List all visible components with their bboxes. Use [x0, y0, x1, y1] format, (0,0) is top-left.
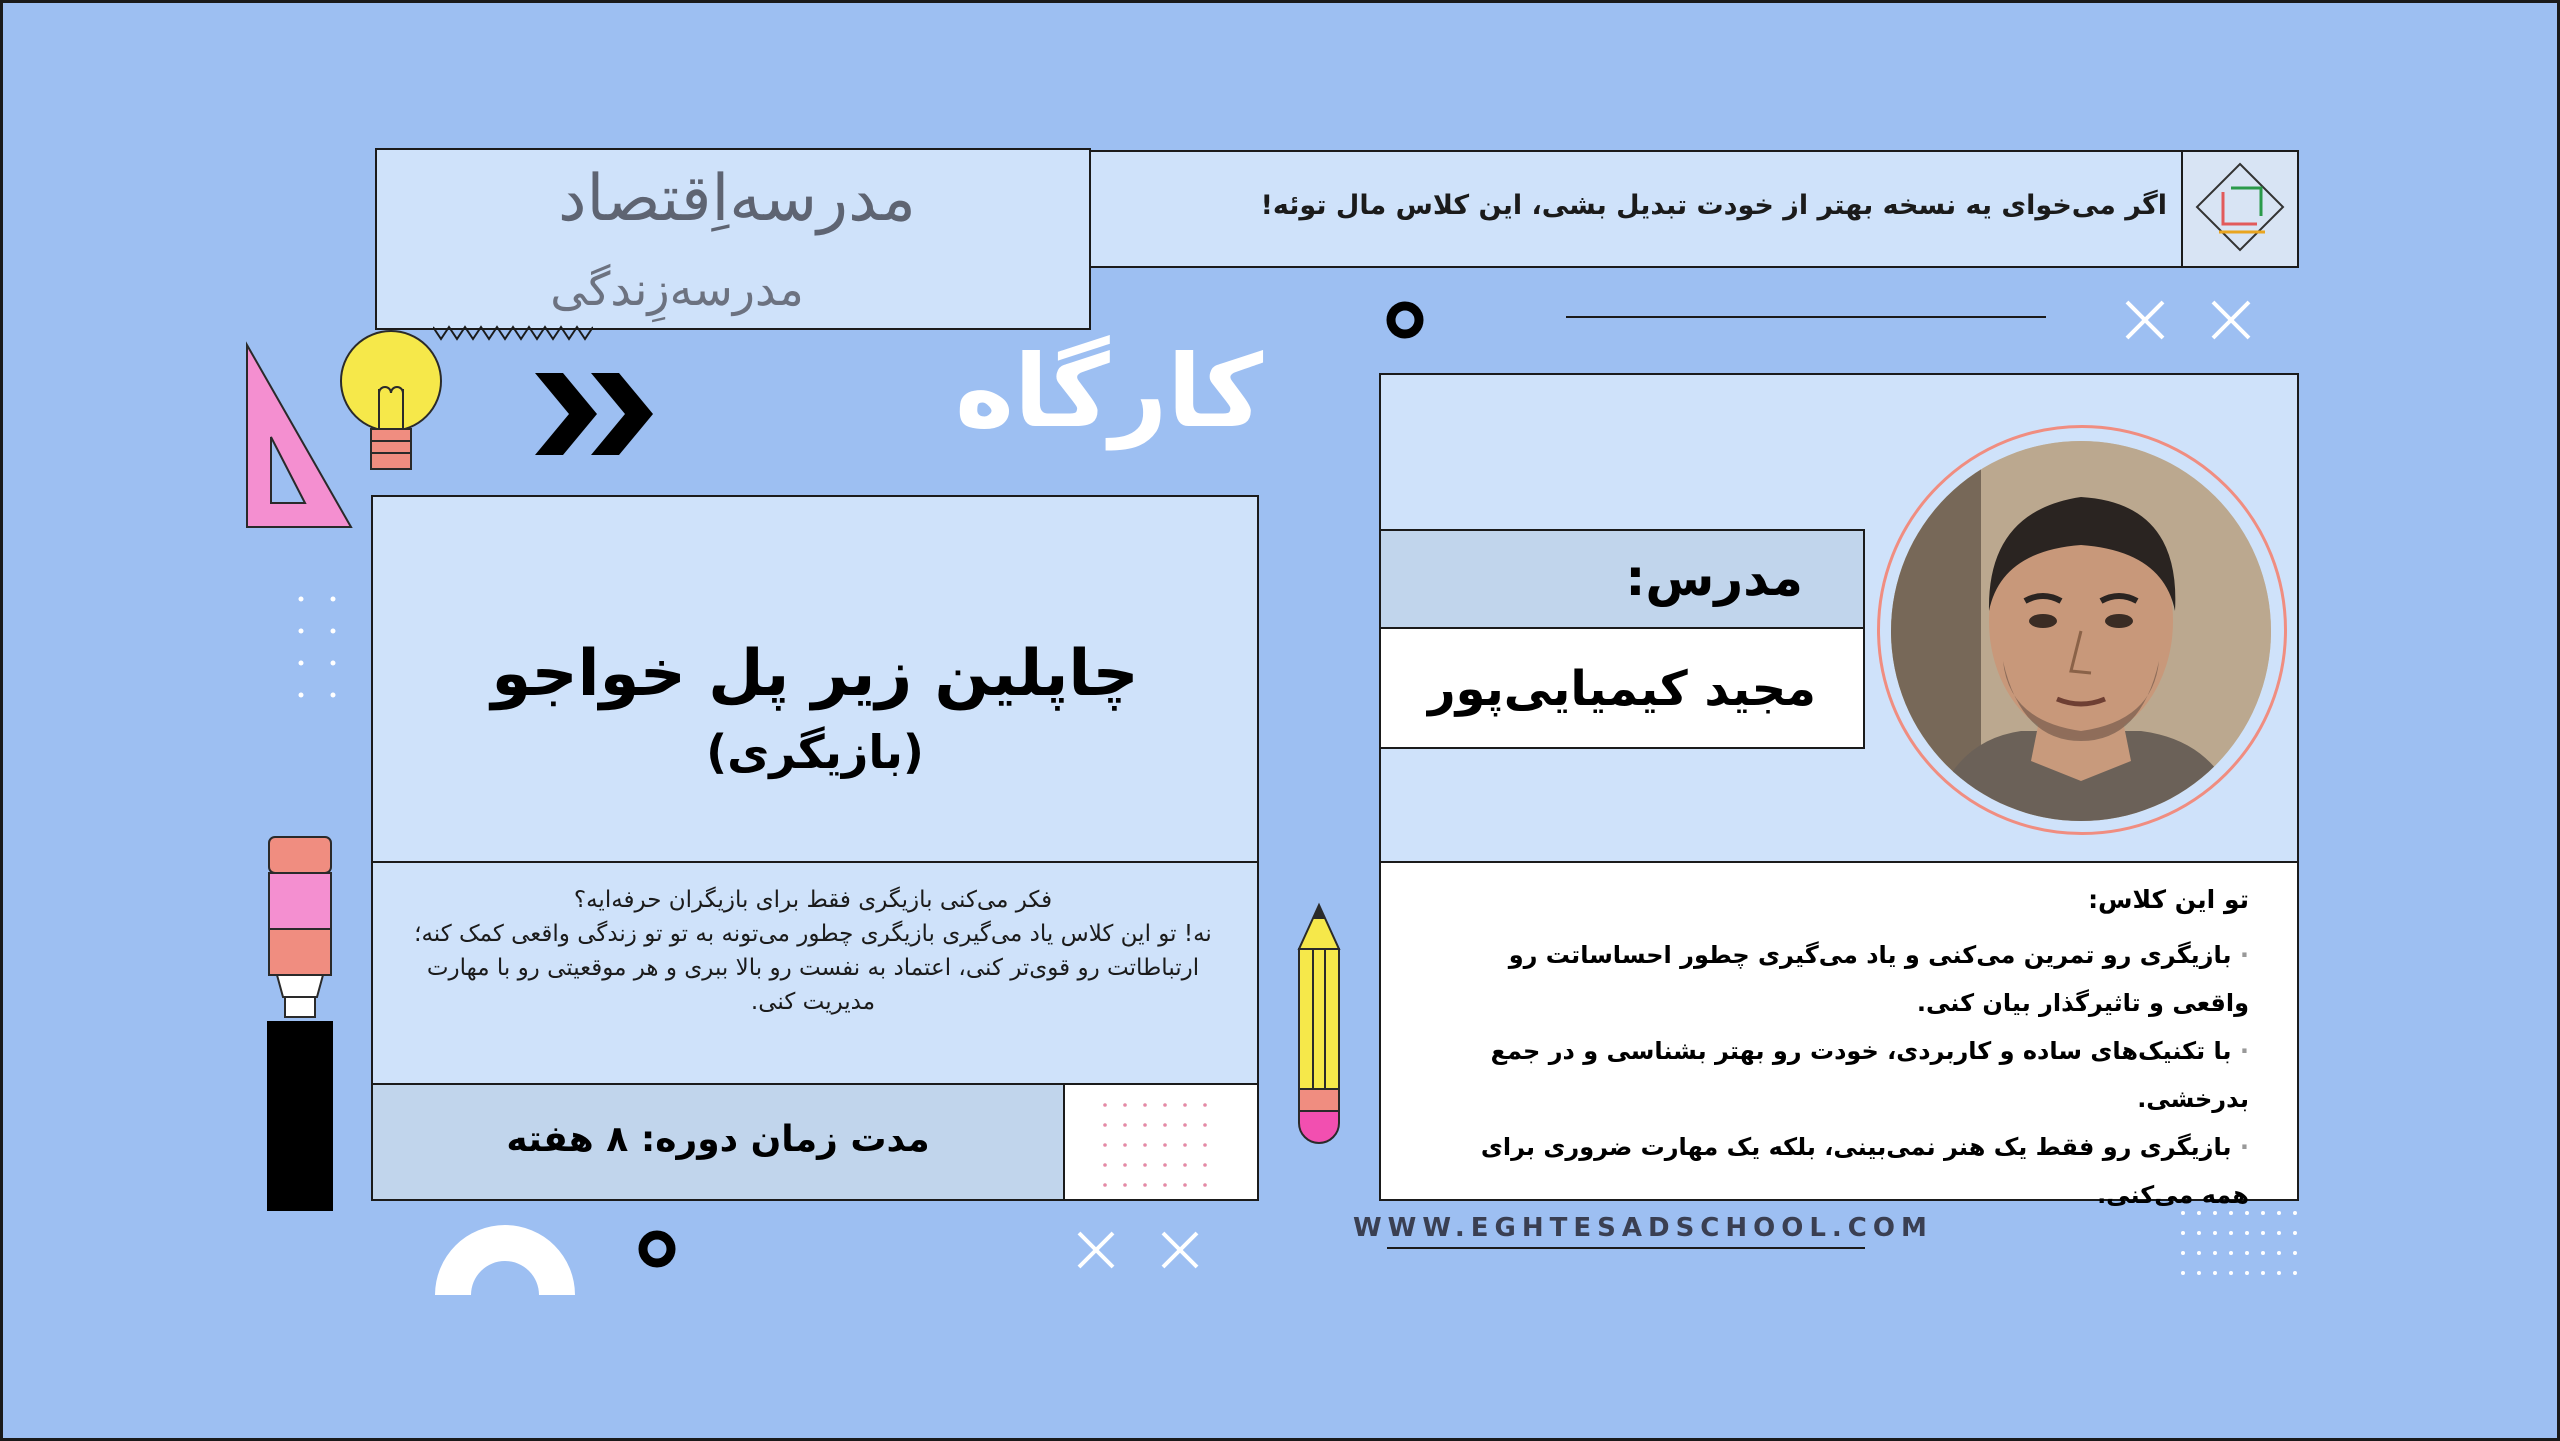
instructor-name: مجید کیمیایی‌پور: [1428, 661, 1816, 717]
duration-box: [371, 1083, 1065, 1201]
instructor-panel: [1379, 373, 2299, 863]
list-item: · با تکنیک‌های ساده و کاربردی، خودت رو بهتر بشناسی و در جمع بدرخشی.: [1490, 1037, 2249, 1113]
cross-icon: [1075, 1229, 1203, 1271]
instructor-label: مدرس:: [1625, 549, 1803, 607]
description-line: ارتباطاتت رو قوی‌تر کنی، اعتماد به نفست رو بالا ببری و هر موقعیتی رو با مهارت: [426, 955, 1200, 981]
class-info-heading: تو این کلاس:: [2088, 885, 2249, 914]
description-line: مدیریت کنی.: [750, 989, 876, 1015]
person-portrait-icon: [1891, 441, 2271, 821]
seal-icon: [2183, 152, 2297, 266]
list-item: · بازیگری رو تمرین می‌کنی و یاد می‌گیری چطور احساساتت رو واقعی و تاثیرگذار بیان کنی.: [1508, 941, 2249, 1017]
description-text: [403, 883, 1223, 1019]
ring-decoration: [1383, 298, 1427, 342]
bullet-text: بازیگری رو فقط یک هنر نمی‌بینی، بلکه یک مهارت ضروری برای همه می‌کنی.: [1480, 1133, 2249, 1209]
bullet-text: با تکنیک‌های ساده و کاربردی، خودت رو بهتر بشناسی و در جمع بدرخشی.: [1490, 1037, 2249, 1113]
logo-sub-text: مدرسه‌زِندگی: [550, 262, 804, 316]
zigzag-decoration: [433, 325, 593, 343]
tagline-text: اگر می‌خوای یه نسخه بهتر از خودت تبدیل بشی، این کلاس مال توئه!: [1260, 190, 2167, 221]
dots-decoration: [1065, 1085, 1257, 1199]
description-line: نه! تو این کلاس یاد می‌گیری بازیگری چطور می‌تونه به تو تو زندگی واقعی کمک کنه؛: [414, 921, 1212, 947]
instructor-label-box: [1381, 529, 1865, 629]
tagline-box: [1089, 150, 2299, 268]
marker-icon: [265, 833, 335, 1213]
divider-line: [1566, 316, 2046, 318]
ring-decoration: [635, 1227, 679, 1271]
dots-decoration: [2179, 1209, 2299, 1285]
bullet-text: بازیگری رو تمرین می‌کنی و یاد می‌گیری چطور احساساتت رو واقعی و تاثیرگذار بیان کنی.: [1508, 941, 2249, 1017]
cross-icon: [2123, 298, 2253, 342]
logo-box: [375, 148, 1091, 330]
course-description-box: [371, 861, 1259, 1085]
duration-text: مدت زمان دوره: ۸ هفته: [506, 1119, 930, 1160]
instructor-photo: [1891, 441, 2271, 821]
course-title: چاپلین زیر پل خواجو: [491, 637, 1139, 711]
school-seal: [2181, 152, 2297, 266]
dots-panel: [1063, 1083, 1259, 1201]
logo-main-text: مدرسه‌اِقتصاد: [558, 162, 916, 236]
pencil-icon: [1295, 901, 1343, 1147]
instructor-name-box: [1381, 627, 1865, 749]
list-item: · بازیگری رو فقط یک هنر نمی‌بینی، بلکه یک مهارت ضروری برای همه می‌کنی.: [1480, 1133, 2249, 1209]
dots-decoration: [293, 593, 343, 723]
class-info-list: [1429, 931, 2249, 1219]
description-line: فکر می‌کنی بازیگری فقط برای بازیگران حرفه‌ایه؟: [573, 887, 1053, 913]
workshop-heading: کارگاه: [954, 333, 1263, 450]
lightbulb-icon: [335, 329, 447, 479]
course-title-box: [371, 495, 1259, 863]
website-underline: [1387, 1247, 1865, 1249]
website-link[interactable]: WWW.EGHTESADSCHOOL.COM: [1353, 1213, 1933, 1243]
class-info-box: [1379, 861, 2299, 1209]
semicircle-decoration: [431, 1219, 579, 1297]
course-subtitle: (بازیگری): [706, 725, 924, 779]
double-chevron-icon: [535, 373, 655, 455]
